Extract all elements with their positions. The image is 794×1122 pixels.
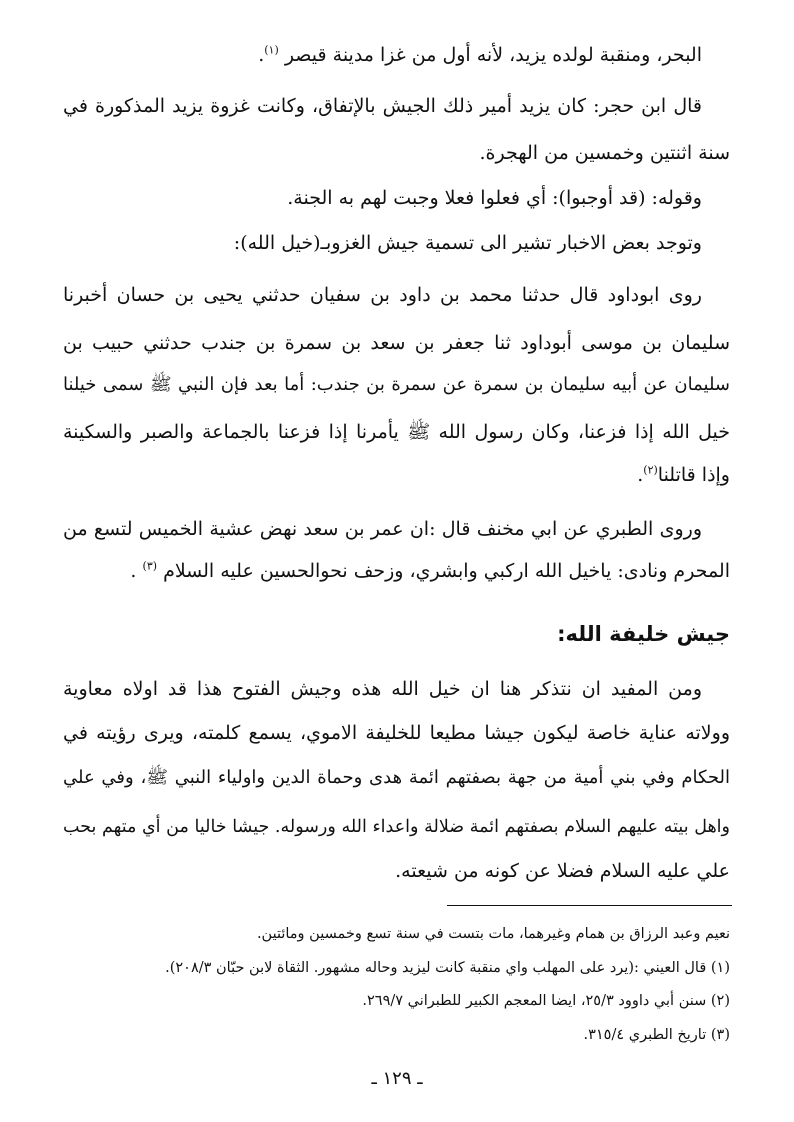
body-line: الحكام وفي بني أمية من جهة بصفتهم ائمة هدى وحماة الدين واولياء النبي ﷺ، وفي علي: [63, 767, 730, 788]
body-line: علي عليه السلام فضلا عن كونه من شيعته.: [395, 860, 730, 882]
footnote-2: (٢) سنن أبي داوود ٢٥/٣، ايضا المعجم الكبير للطبراني ٢٦٩/٧.: [362, 993, 730, 1009]
page-number: ـ ١٢٩ ـ: [371, 1068, 423, 1089]
footnote-separator: [447, 905, 732, 906]
body-line: وولاته عناية خاصة ليكون جيشا مطيعا للخليفة الاموي، يسمع كلمته، ويرى رؤيته في: [63, 722, 730, 744]
footnote-marker: (٣): [142, 559, 158, 573]
body-line: وإذا قاتلنا$^{(٢)}$.: [637, 463, 730, 486]
footnote-3: (٣) تاريخ الطبري ٣١٥/٤.: [583, 1027, 730, 1043]
footnote-marker: (١): [264, 43, 279, 57]
body-line: وتوجد بعض الاخبار تشير الى تسمية جيش الغزوبـ(خيل الله):: [233, 232, 702, 254]
body-line: ومن المفيد ان نتذكر هنا ان خيل الله هذه وجيش الفتوح هذا قد اولاه معاوية: [63, 678, 702, 700]
footnote-1: (١) قال العيني :(يرد على المهلب واي منقبة كانت ليزيد وحاله مشهور. الثقاة لابن حبّان ٢٠٨/٣).: [165, 960, 730, 976]
body-line: سنة اثنتين وخمسين من الهجرة.: [479, 142, 730, 164]
body-line: وروى الطبري عن ابي مخنف قال :ان عمر بن سعد نهض عشية الخميس لتسع من: [63, 518, 702, 540]
body-line: قال ابن حجر: كان يزيد أمير ذلك الجيش بالإتفاق، وكانت غزوة يزيد المذكورة في: [63, 95, 702, 117]
body-line: سليمان عن أبيه سليمان بن سمرة عن سمرة بن جندب: أما بعد فإن النبي ﷺ سمى خيلنا: [63, 374, 730, 395]
section-heading: جيش خليفة الله:: [557, 622, 730, 646]
body-line: روى ابوداود قال حدثنا محمد بن داود بن سفيان حدثني يحيى بن حسان أخبرنا: [63, 284, 702, 306]
body-line: سليمان بن موسى أبوداود ثنا جعفر بن سعد بن سمرة بن جندب حدثني حبيب بن: [63, 332, 730, 354]
footnote-continuation: نعيم وعبد الرزاق بن همام وغيرهما، مات بتست في سنة تسع وخمسين ومائتين.: [256, 926, 730, 942]
body-line: المحرم ونادى: ياخيل الله اركبي وابشري، وزحف نحوالحسين عليه السلام $^{(٣)}$ .: [130, 559, 730, 582]
body-line: وقوله: (قد أوجبوا): أي فعلوا فعلا وجبت لهم به الجنة.: [287, 187, 702, 209]
body-line: واهل بيته عليهم السلام بصفتهم ائمة ضلالة واعداء الله ورسوله. جيشا خاليا من أي متهم بحب: [63, 817, 730, 837]
body-line: البحر، ومنقبة لولده يزيد، لأنه أول من غزا مدينة قيصر $^{(١)}$.: [258, 43, 702, 66]
body-line: خيل الله إذا فزعنا، وكان رسول الله ﷺ يأمرنا إذا فزعنا بالجماعة والصبر والسكينة: [63, 421, 730, 443]
footnote-marker: (٢): [643, 463, 658, 477]
